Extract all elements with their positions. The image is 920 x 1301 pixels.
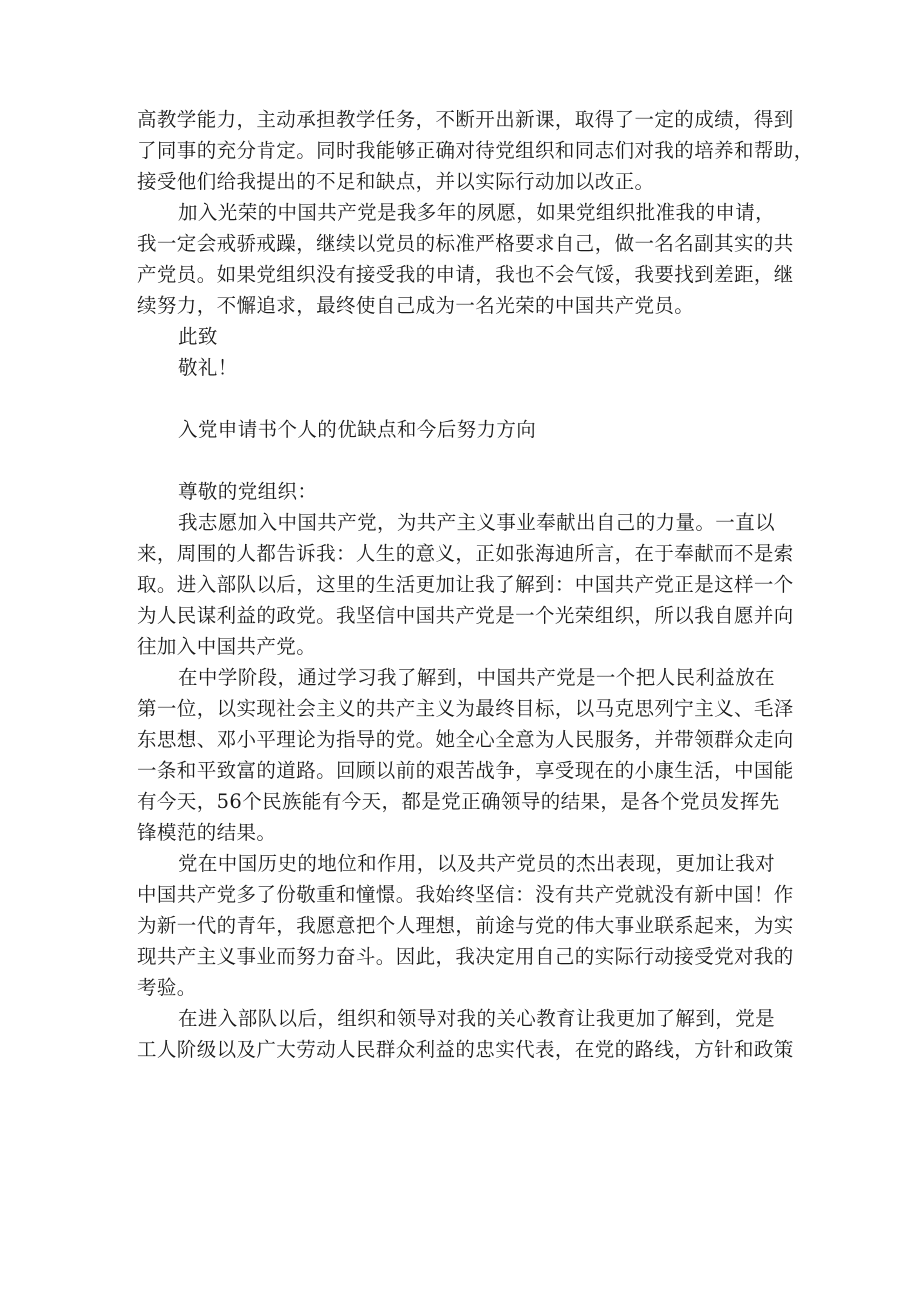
text-line: 为新一代的青年，我愿意把个人理想，前途与党的伟大事业联系起来，为实 bbox=[137, 914, 794, 937]
text-line: 我一定会戒骄戒躁，继续以党员的标准严格要求自己，做一名名副其实的共 bbox=[137, 232, 794, 255]
text-line: 有今天，56个民族能有今天，都是党正确领导的结果，是各个党员发挥先 bbox=[137, 790, 780, 813]
text-line: 一条和平致富的道路。回顾以前的艰苦战争，享受现在的小康生活，中国能 bbox=[137, 759, 794, 782]
text-line: 考验。 bbox=[137, 976, 197, 999]
text-line: 接受他们给我提出的不足和缺点，并以实际行动加以改正。 bbox=[137, 170, 655, 193]
text-line: 现共产主义事业而努力奋斗。因此，我决定用自己的实际行动接受党对我的 bbox=[137, 945, 794, 968]
text-line: 中国共产党多了份敬重和憧憬。我始终坚信：没有共产党就没有新中国！作 bbox=[137, 883, 794, 906]
text-line: 党在中国历史的地位和作用，以及共产党员的杰出表现，更加让我对 bbox=[178, 852, 776, 875]
text-line: 在中学阶段，通过学习我了解到，中国共产党是一个把人民利益放在 bbox=[178, 666, 776, 689]
salutation: 尊敬的党组织： bbox=[178, 480, 318, 503]
text-line: 了同事的充分肯定。同时我能够正确对待党组织和同志们对我的培养和帮助， bbox=[137, 139, 814, 162]
text-line: 我志愿加入中国共产党，为共产主义事业奉献出自己的力量。一直以 bbox=[178, 511, 776, 534]
text-line: 为人民谋利益的政党。我坚信中国共产党是一个光荣组织，所以我自愿并向 bbox=[137, 604, 794, 627]
text-line: 高教学能力，主动承担教学任务，不断开出新课，取得了一定的成绩，得到 bbox=[137, 108, 794, 131]
sign-off-line: 此致 bbox=[178, 325, 218, 348]
blank-line bbox=[137, 383, 793, 414]
text-line: 第一位，以实现社会主义的共产主义为最终目标，以马克思列宁主义、毛泽 bbox=[137, 697, 794, 720]
text-line: 锋模范的结果。 bbox=[137, 821, 277, 844]
text-line: 在进入部队以后，组织和领导对我的关心教育让我更加了解到，党是 bbox=[178, 1007, 776, 1030]
text-line: 往加入中国共产党。 bbox=[137, 635, 317, 658]
text-line: 产党员。如果党组织没有接受我的申请，我也不会气馁，我要找到差距，继 bbox=[137, 263, 794, 286]
text-line: 工人阶级以及广大劳动人民群众利益的忠实代表，在党的路线，方针和政策 bbox=[137, 1038, 794, 1061]
text-line: 东思想、邓小平理论为指导的党。她全心全意为人民服务，并带领群众走向 bbox=[137, 728, 794, 751]
text-line: 来，周围的人都告诉我：人生的意义，正如张海迪所言，在于奉献而不是索 bbox=[137, 542, 794, 565]
document-page bbox=[137, 104, 814, 1065]
text-line: 续努力，不懈追求，最终使自己成为一名光荣的中国共产党员。 bbox=[137, 294, 695, 317]
blank-line bbox=[137, 445, 793, 476]
text-line: 加入光荣的中国共产党是我多年的夙愿，如果党组织批准我的申请， bbox=[178, 201, 776, 224]
sign-off-line: 敬礼！ bbox=[178, 356, 238, 379]
section-title: 入党申请书个人的优缺点和今后努力方向 bbox=[178, 418, 537, 441]
text-line: 取。进入部队以后，这里的生活更加让我了解到：中国共产党正是这样一个 bbox=[137, 573, 794, 596]
